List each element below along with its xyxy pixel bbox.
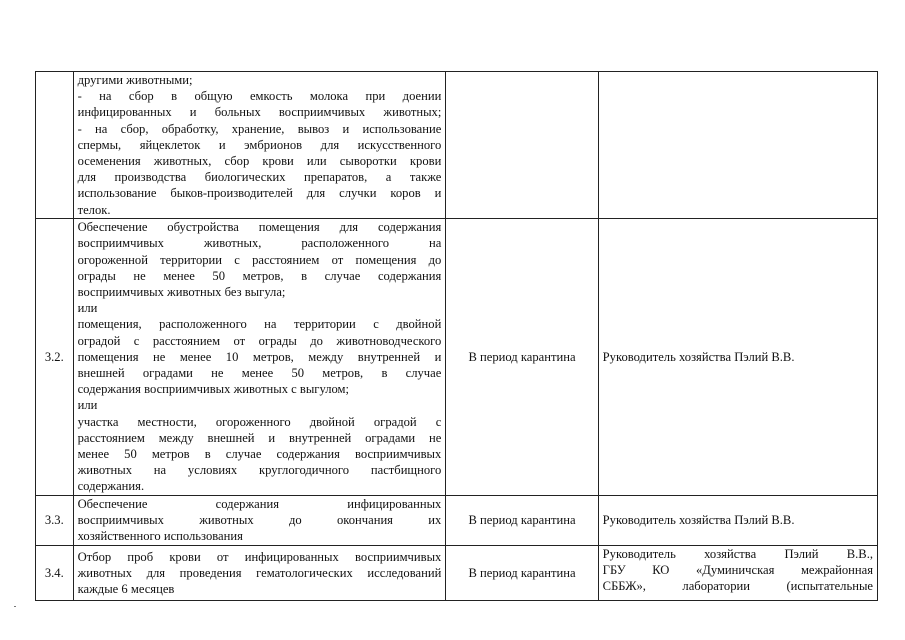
deadline-cell (446, 72, 598, 219)
action-line: менее 50 метров в случае содержания восприимчивых (77, 446, 442, 461)
action-line: или (77, 301, 98, 316)
responsible-cell: Руководитель хозяйства Пэлий В.В. (598, 218, 877, 495)
action-cell (73, 545, 446, 600)
table-row (36, 218, 878, 495)
row-number (36, 72, 74, 219)
action-cell (73, 495, 446, 545)
scan-speck (14, 606, 16, 607)
row-number: 3.4. (36, 545, 74, 600)
responsible-line: Руководитель хозяйства Пэлий В.В., (602, 546, 873, 561)
action-line: восприимчивых животных до окончания их (77, 513, 442, 528)
action-line: внешней оградами не менее 50 метров, в случае (77, 365, 442, 380)
quarantine-measures-table (35, 71, 878, 601)
action-line: осеменения животных, сбор крови или сыворотки крови (77, 154, 442, 169)
action-line: огороженной территории с расстоянием от помещения до (77, 252, 442, 267)
action-line: хозяйственного использования (77, 529, 243, 544)
action-line: оградой с расстоянием от ограды до животноводческого (77, 333, 442, 348)
action-line: - на сбор в общую емкость молока при доении (77, 89, 442, 104)
responsible-line: СББЖ», лаборатории (испытательные (602, 579, 873, 594)
responsible-cell (598, 72, 877, 219)
action-line: расстоянием между внешней и внутренней оградами не (77, 430, 442, 445)
action-line: восприимчивых животных, расположенного на (77, 236, 442, 251)
table-row (36, 72, 878, 219)
action-line: инфицированных и больных восприимчивых животных; (77, 105, 442, 120)
row-number: 3.2. (36, 218, 74, 495)
action-line: спермы, яйцеклеток и эмбрионов для искусственного (77, 137, 442, 152)
action-line: использование быков-производителей для случки коров и (77, 186, 442, 201)
deadline-cell: В период карантина (446, 545, 598, 600)
action-line: помещения, расположенного на территории с двойной (77, 317, 442, 332)
action-line: Отбор проб крови от инфицированных восприимчивых (77, 549, 442, 564)
action-line: каждые 6 месяцев (77, 581, 175, 596)
action-line: телок. (77, 202, 111, 217)
table-row (36, 545, 878, 600)
action-line: ограды не менее 50 метров, в случае содержания (77, 268, 442, 283)
responsible-cell: Руководитель хозяйства Пэлий В.В. (598, 495, 877, 545)
action-line: другими животными; (77, 73, 193, 87)
action-line: помещения не менее 10 метров, между внутренней и (77, 349, 442, 364)
action-line: участка местности, огороженного двойной оградой с (77, 414, 442, 429)
deadline-cell: В период карантина (446, 218, 598, 495)
action-cell (73, 218, 446, 495)
action-line: содержания. (77, 479, 145, 494)
action-line: Обеспечение содержания инфицированных (77, 497, 442, 512)
action-line: - на сбор, обработку, хранение, вывоз и использование (77, 121, 442, 136)
action-line: животных для проведения гематологических исследований (77, 565, 442, 580)
responsible-cell (598, 545, 877, 600)
action-line: животных на условиях круглогодичного пастбищного (77, 463, 442, 478)
action-line: или (77, 398, 98, 413)
action-line: для производства биологических препаратов, а также (77, 170, 442, 185)
deadline-cell: В период карантина (446, 495, 598, 545)
table-row (36, 495, 878, 545)
action-cell (73, 72, 446, 219)
responsible-line: ГБУ КО «Думиничская межрайонная (602, 563, 873, 578)
action-line: восприимчивых животных без выгула; (77, 284, 286, 299)
row-number: 3.3. (36, 495, 74, 545)
action-line: содержания восприимчивых животных с выгулом; (77, 382, 350, 397)
action-line: Обеспечение обустройства помещения для содержания (77, 220, 442, 235)
